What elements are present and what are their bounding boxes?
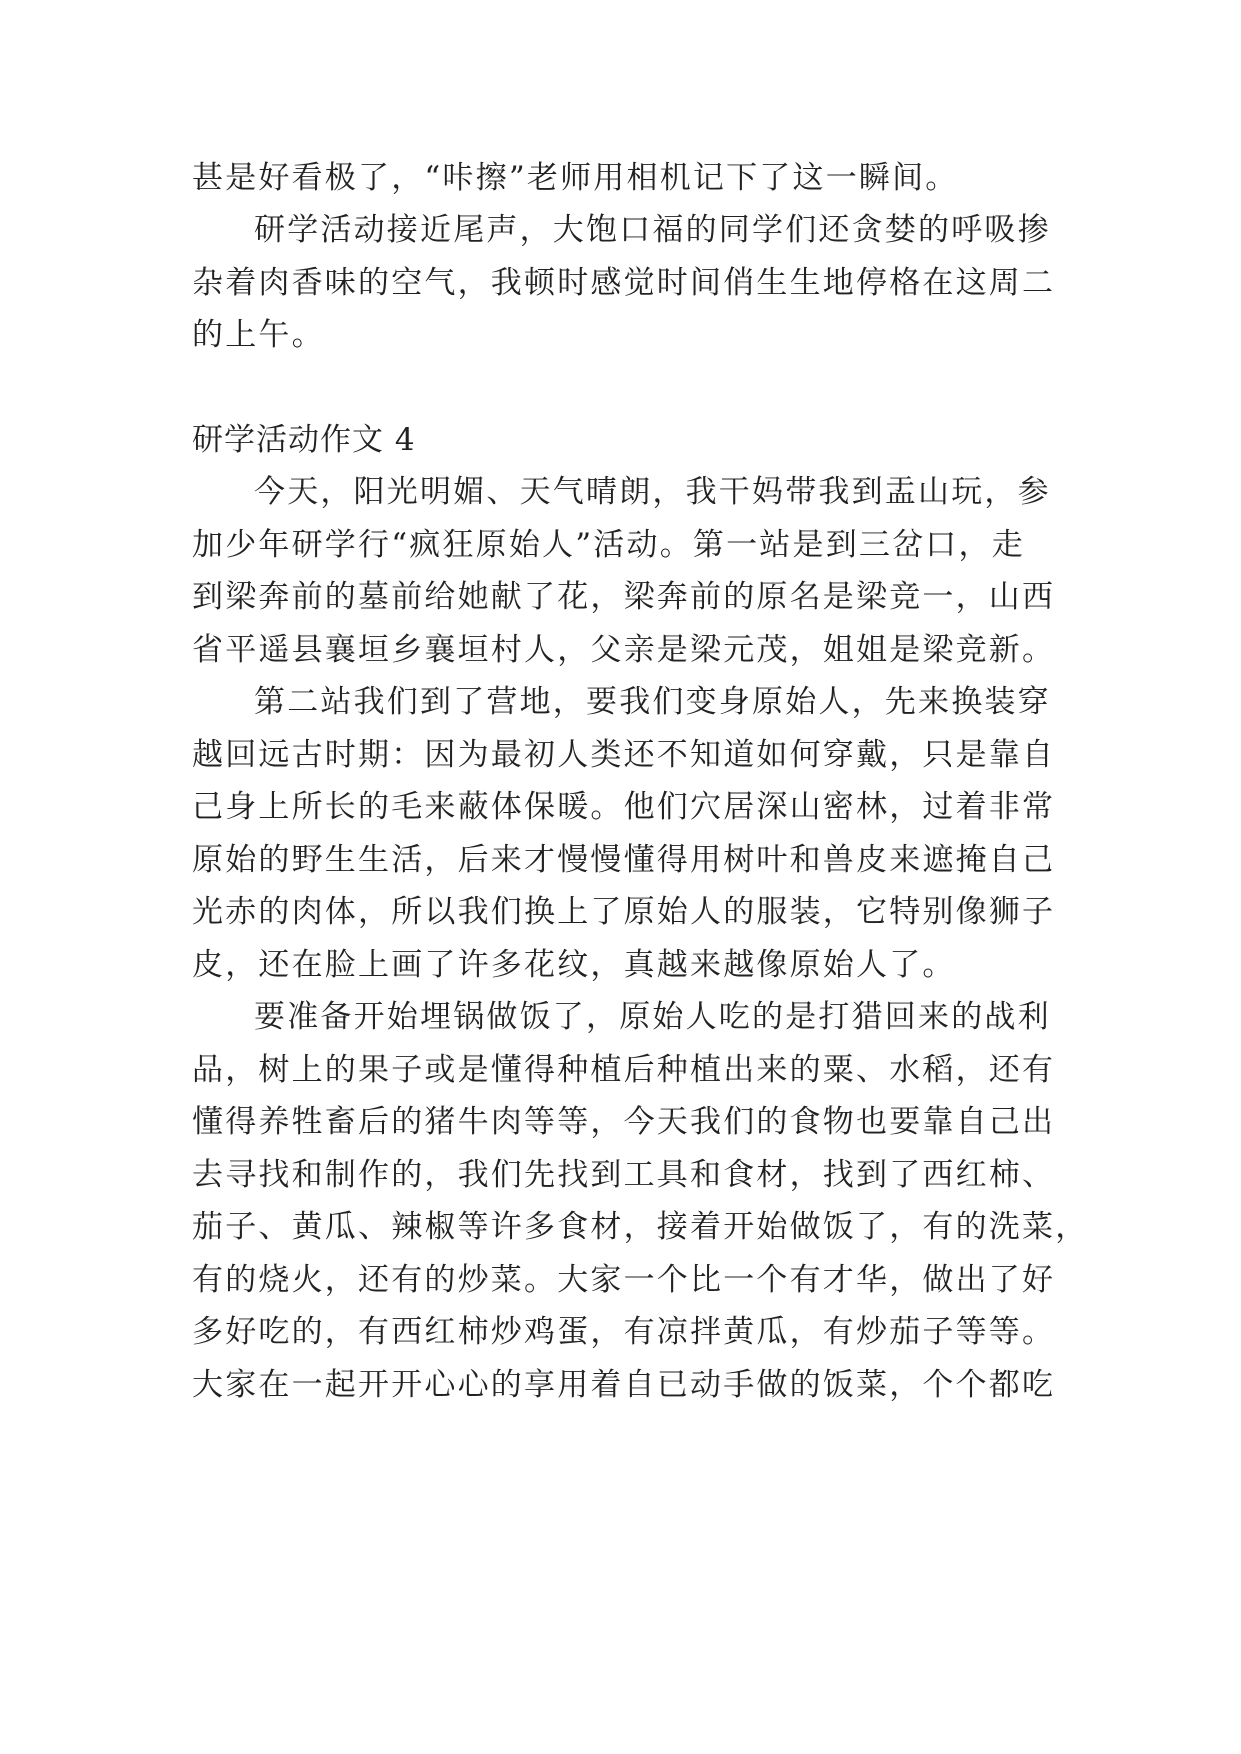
paragraph-line: 的上午。: [192, 317, 325, 353]
paragraph-line: 第二站我们到了营地，要我们变身原始人，先来换装穿: [254, 684, 1051, 720]
paragraph-line: 有的烧火，还有的炒菜。大家一个比一个有才华，做出了好: [192, 1262, 1056, 1298]
paragraph-line: 今天，阳光明媚、天气晴朗，我干妈带我到盂山玩，参: [254, 474, 1051, 510]
paragraph-line: 越回远古时期：因为最初人类还不知道如何穿戴，只是靠自: [192, 737, 1056, 773]
section-heading: 研学活动作文 4: [192, 422, 416, 458]
paragraph-line: 原始的野生生活，后来才慢慢懂得用树叶和兽皮来遮掩自己: [192, 842, 1056, 878]
paragraph-line: 己身上所长的毛来蔽体保暖。他们穴居深山密林，过着非常: [192, 789, 1056, 825]
paragraph-line: 大家在一起开开心心的享用着自已动手做的饭菜，个个都吃: [192, 1367, 1056, 1403]
paragraph-line: 加少年研学行“疯狂原始人”活动。第一站是到三岔口，走: [192, 527, 1025, 563]
paragraph-line: 到梁奔前的墓前给她献了花，梁奔前的原名是梁竞一，山西: [192, 579, 1056, 615]
paragraph-line: 茄子、黄瓜、辣椒等许多食材，接着开始做饭了，有的洗菜，: [192, 1209, 1089, 1245]
paragraph-line: 省平遥县襄垣乡襄垣村人，父亲是梁元茂，姐姐是梁竞新。: [192, 632, 1056, 668]
paragraph-line: 光赤的肉体，所以我们换上了原始人的服装，它特别像狮子: [192, 894, 1056, 930]
paragraph-line: 要准备开始埋锅做饭了，原始人吃的是打猎回来的战利: [254, 999, 1051, 1035]
paragraph-line: 懂得养牲畜后的猪牛肉等等，今天我们的食物也要靠自己出: [192, 1104, 1056, 1140]
paragraph-line: 甚是好看极了，“咔擦”老师用相机记下了这一瞬间。: [192, 160, 959, 196]
paragraph-line: 杂着肉香味的空气，我顿时感觉时间俏生生地停格在这周二: [192, 265, 1056, 301]
paragraph-line: 研学活动接近尾声，大饱口福的同学们还贪婪的呼吸掺: [254, 212, 1051, 248]
paragraph-line: 品，树上的果子或是懂得种植后种植出来的粟、水稻，还有: [192, 1052, 1056, 1088]
paragraph-line: 多好吃的，有西红柿炒鸡蛋，有凉拌黄瓜，有炒茄子等等。: [192, 1314, 1056, 1350]
paragraph-line: 去寻找和制作的，我们先找到工具和食材，找到了西红柿、: [192, 1157, 1056, 1193]
paragraph-line: 皮，还在脸上画了许多花纹，真越来越像原始人了。: [192, 947, 956, 983]
